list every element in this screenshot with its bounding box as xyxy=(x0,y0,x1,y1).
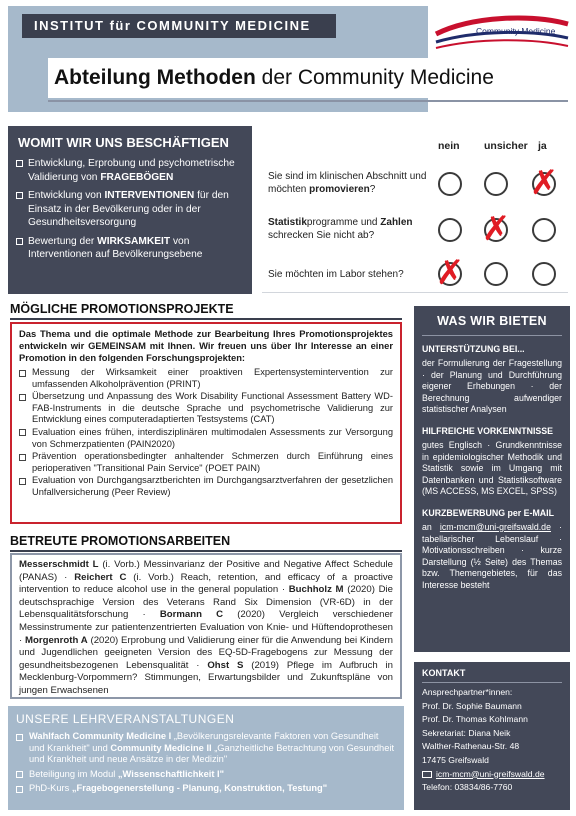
col-unsure-label: unsicher xyxy=(484,140,528,152)
thesis-text: (i. Vorb.) Messinvarianz der Positive and Negative Affect Schedule (PANAS) · xyxy=(19,559,393,583)
checkbox-icon xyxy=(19,370,26,377)
thesis-author: Buchholz M xyxy=(288,584,344,596)
thesis-text: (i. Vorb.) Reach, retention, and efficacy of a proactive intervention to reduce alcohol use in the general population · xyxy=(19,571,394,596)
contact-email-link[interactable]: icm-mcm@uni-greifswald.de xyxy=(436,768,545,779)
contact-panel xyxy=(414,662,570,810)
contact-line: 17475 Greifswald xyxy=(422,754,489,765)
offer-subheading: UNTERSTÜTZUNG BEI... xyxy=(422,344,525,354)
list-item: Evaluation von Durchgangsarztberichten im Durchgangsarztverfahren der gesetzlichen Unfallversicherung (Peer Review) xyxy=(19,475,393,498)
projects-panel xyxy=(10,322,402,524)
list-item: Evaluation eines frühen, interdisziplinären multimodalen Assessments zur Versorgung von Schmerzpatienten (PAIN2020) xyxy=(19,427,393,450)
contact-line: Prof. Dr. Sophie Baumann xyxy=(422,700,522,711)
checkbox-icon xyxy=(19,478,26,485)
thesis-text: (2019) Pflege im Aufbruch in Mecklenburg-Vorpommern? Stimmungen, Erwartungsbilder und Zukunftspläne von jungen Erwachsenen xyxy=(19,659,394,696)
work-list xyxy=(16,157,244,262)
list-item: Entwicklung, Erprobung und psychometrische Validierung von FRAGEBÖGEN xyxy=(16,157,244,184)
projects-list xyxy=(19,367,393,499)
checkbox-icon xyxy=(19,394,26,401)
x-mark-icon: ✗ xyxy=(481,210,511,248)
checkbox-icon xyxy=(16,734,23,741)
list-item: PhD-Kurs „Fragebogenerstellung - Planung, Konstruktion, Testung" xyxy=(16,783,396,795)
list-item: Messung der Wirksamkeit einer proaktiven Expertensystemintervention zur umfassenden Alkoholprävention (PRINT) xyxy=(19,367,393,390)
teaching-panel xyxy=(8,706,404,810)
question-3: Sie möchten im Labor stehen? xyxy=(268,269,404,280)
col-no-label: nein xyxy=(438,140,460,152)
checkbox-icon xyxy=(16,160,23,167)
contact-heading: KONTAKT xyxy=(422,668,562,683)
thesis-author: Messerschmidt L xyxy=(19,559,99,570)
contact-email-row xyxy=(422,769,562,779)
x-mark-icon: ✗ xyxy=(435,254,465,292)
logo-text: Community Medicine xyxy=(476,26,556,36)
contact-line: Sekretariat: Diana Neik xyxy=(422,727,511,738)
checkbox-icon xyxy=(19,454,26,461)
list-item: Prävention operationsbedingter anhaltender Schmerzen durch Einführung eines perioperativen "Transitional Pain Service" (POET PAIN) xyxy=(19,451,393,474)
checkbox-icon xyxy=(16,238,23,245)
teaching-list xyxy=(16,731,396,795)
contact-phone: Telefon: 03834/86-7760 xyxy=(422,782,513,793)
institute-name: INSTITUT für COMMUNITY MEDICINE xyxy=(34,18,311,33)
offer-text: an icm-mcm@uni-greifswald.de · tabellarischer Lebenslauf · Motivationsschreiben · kurze Darstellung (½ Seite) des Themas bzw. Themengebietes, für das Interesse besteht xyxy=(422,521,562,590)
theses-panel xyxy=(10,553,402,699)
offer-heading: WAS WIR BIETEN xyxy=(422,314,562,336)
x-mark-icon: ✗ xyxy=(529,164,559,202)
radio-circle[interactable] xyxy=(438,172,462,196)
list-item: Übersetzung und Anpassung des Work Disability Functional Assessment Battery WD-FAB-Instruments in die deutsche Sprache und psychometrische Validierung zur Entwicklung eines computeradaptierten Testsystems (CAT) xyxy=(19,391,393,426)
projects-intro: Das Thema und die optimale Methode zur Bearbeitung Ihres Promotionsprojektes entwickeln wir GEMEINSAM mit Ihnen. Wir freuen uns über Ihr Interesse an einer Promotion in den folgenden Forschungsprojekten: xyxy=(19,328,393,363)
offer-subheading: HILFREICHE VORKENNTNISSE xyxy=(422,425,553,436)
list-item: Beteiligung im Modul „Wissenschaftlichkeit I" xyxy=(16,769,396,781)
offer-text: der Formulierung der Fragestellung · der Planung und Durchführung eigener Erhebungen · der Berechnung aufwendiger statistischer Analysen xyxy=(422,358,562,415)
radio-circle[interactable] xyxy=(484,172,508,196)
thesis-author: Bormann C xyxy=(159,609,224,621)
theses-heading: BETREUTE PROMOTIONSARBEITEN xyxy=(10,534,231,548)
envelope-icon xyxy=(422,771,432,778)
question-1: Sie sind im klinischen Abschnitt und möchten promovieren? xyxy=(268,171,427,195)
list-item: Entwicklung von INTERVENTIONEN für den Einsatz in der Bevölkerung oder in der Gesundheitsversorgung xyxy=(16,189,244,230)
col-yes-label: ja xyxy=(538,140,547,152)
page-title xyxy=(48,58,568,98)
thesis-author: Morgenroth A xyxy=(25,634,88,646)
question-2: Statistikprogramme und Zahlen schrecken Sie nicht ab? xyxy=(268,217,413,241)
title-bold: Abteilung Methoden xyxy=(54,66,256,89)
contact-line: Prof. Dr. Thomas Kohlmann xyxy=(422,714,528,725)
survey-bottom-rule xyxy=(262,292,568,293)
contact-line: Ansprechpartner*innen: xyxy=(422,687,513,697)
checkbox-icon xyxy=(19,429,26,436)
radio-circle[interactable] xyxy=(532,218,556,242)
survey-panel xyxy=(262,126,568,294)
community-medicine-logo xyxy=(432,8,570,56)
offer-subheading: KURZBEWERBUNG per E-MAIL xyxy=(422,507,554,518)
offer-text: gutes Englisch · Grundkenntnisse in epidemiologischer Methodik und Statistik sowie im Umgang mit Datenbanken und Statistiksoftware (MS ACCESS, MS EXCEL, SPSS) xyxy=(422,439,562,497)
email-link[interactable]: icm-mcm@uni-greifswald.de xyxy=(439,521,551,532)
radio-circle[interactable] xyxy=(532,262,556,286)
work-panel xyxy=(8,126,252,294)
projects-heading: MÖGLICHE PROMOTIONSPROJEKTE xyxy=(10,302,234,316)
contact-line: Walther-Rathenau-Str. 48 xyxy=(422,741,520,752)
checkbox-icon xyxy=(16,192,23,199)
checkbox-icon xyxy=(16,786,23,793)
radio-circle[interactable] xyxy=(484,262,508,286)
header-divider xyxy=(48,100,568,102)
thesis-author: Ohst S xyxy=(207,659,244,671)
offer-panel xyxy=(414,306,570,652)
institute-bar xyxy=(22,14,336,38)
thesis-text: (2020) Die deutschsprachige Version des Veterans Rand Six Dimension (VR-6D) in der Lebensqualitätsforschung · xyxy=(19,584,393,621)
checkbox-icon xyxy=(16,771,23,778)
teaching-heading: UNSERE LEHRVERANSTALTUNGEN xyxy=(16,712,235,726)
projects-rule xyxy=(10,318,402,320)
work-heading: WOMIT WIR UNS BESCHÄFTIGEN xyxy=(18,135,229,150)
thesis-text: (2020) Vergleich verschiedener Messinstrumente zur patientenzentrierten Evaluation von Knie- und Hüftendoprothesen · xyxy=(19,609,393,646)
theses-rule xyxy=(10,550,402,552)
list-item: Wahlfach Community Medicine I „Bevölkerungsrelevante Faktoren von Gesundheit und Krankheit" und Community Medicine II „Ganzheitliche Betrachtung von Gesundheit und Krankheit und neue Ansätze in der Medizin" xyxy=(16,731,396,766)
title-rest: der Community Medicine xyxy=(255,66,494,89)
list-item: Bewertung der WIRKSAMKEIT von Interventionen auf Bevölkerungsebene xyxy=(16,235,244,262)
thesis-text: (2020) Erprobung und Validierung einer für die Anwendung bei Kindern und Jugendlichen geeigneten Version des EQ-5D-Fragebogens zur Messung der gesundheitsbezogenen Lebensqualität · xyxy=(19,634,393,671)
radio-circle[interactable] xyxy=(438,218,462,242)
thesis-author: Reichert C xyxy=(74,571,127,583)
